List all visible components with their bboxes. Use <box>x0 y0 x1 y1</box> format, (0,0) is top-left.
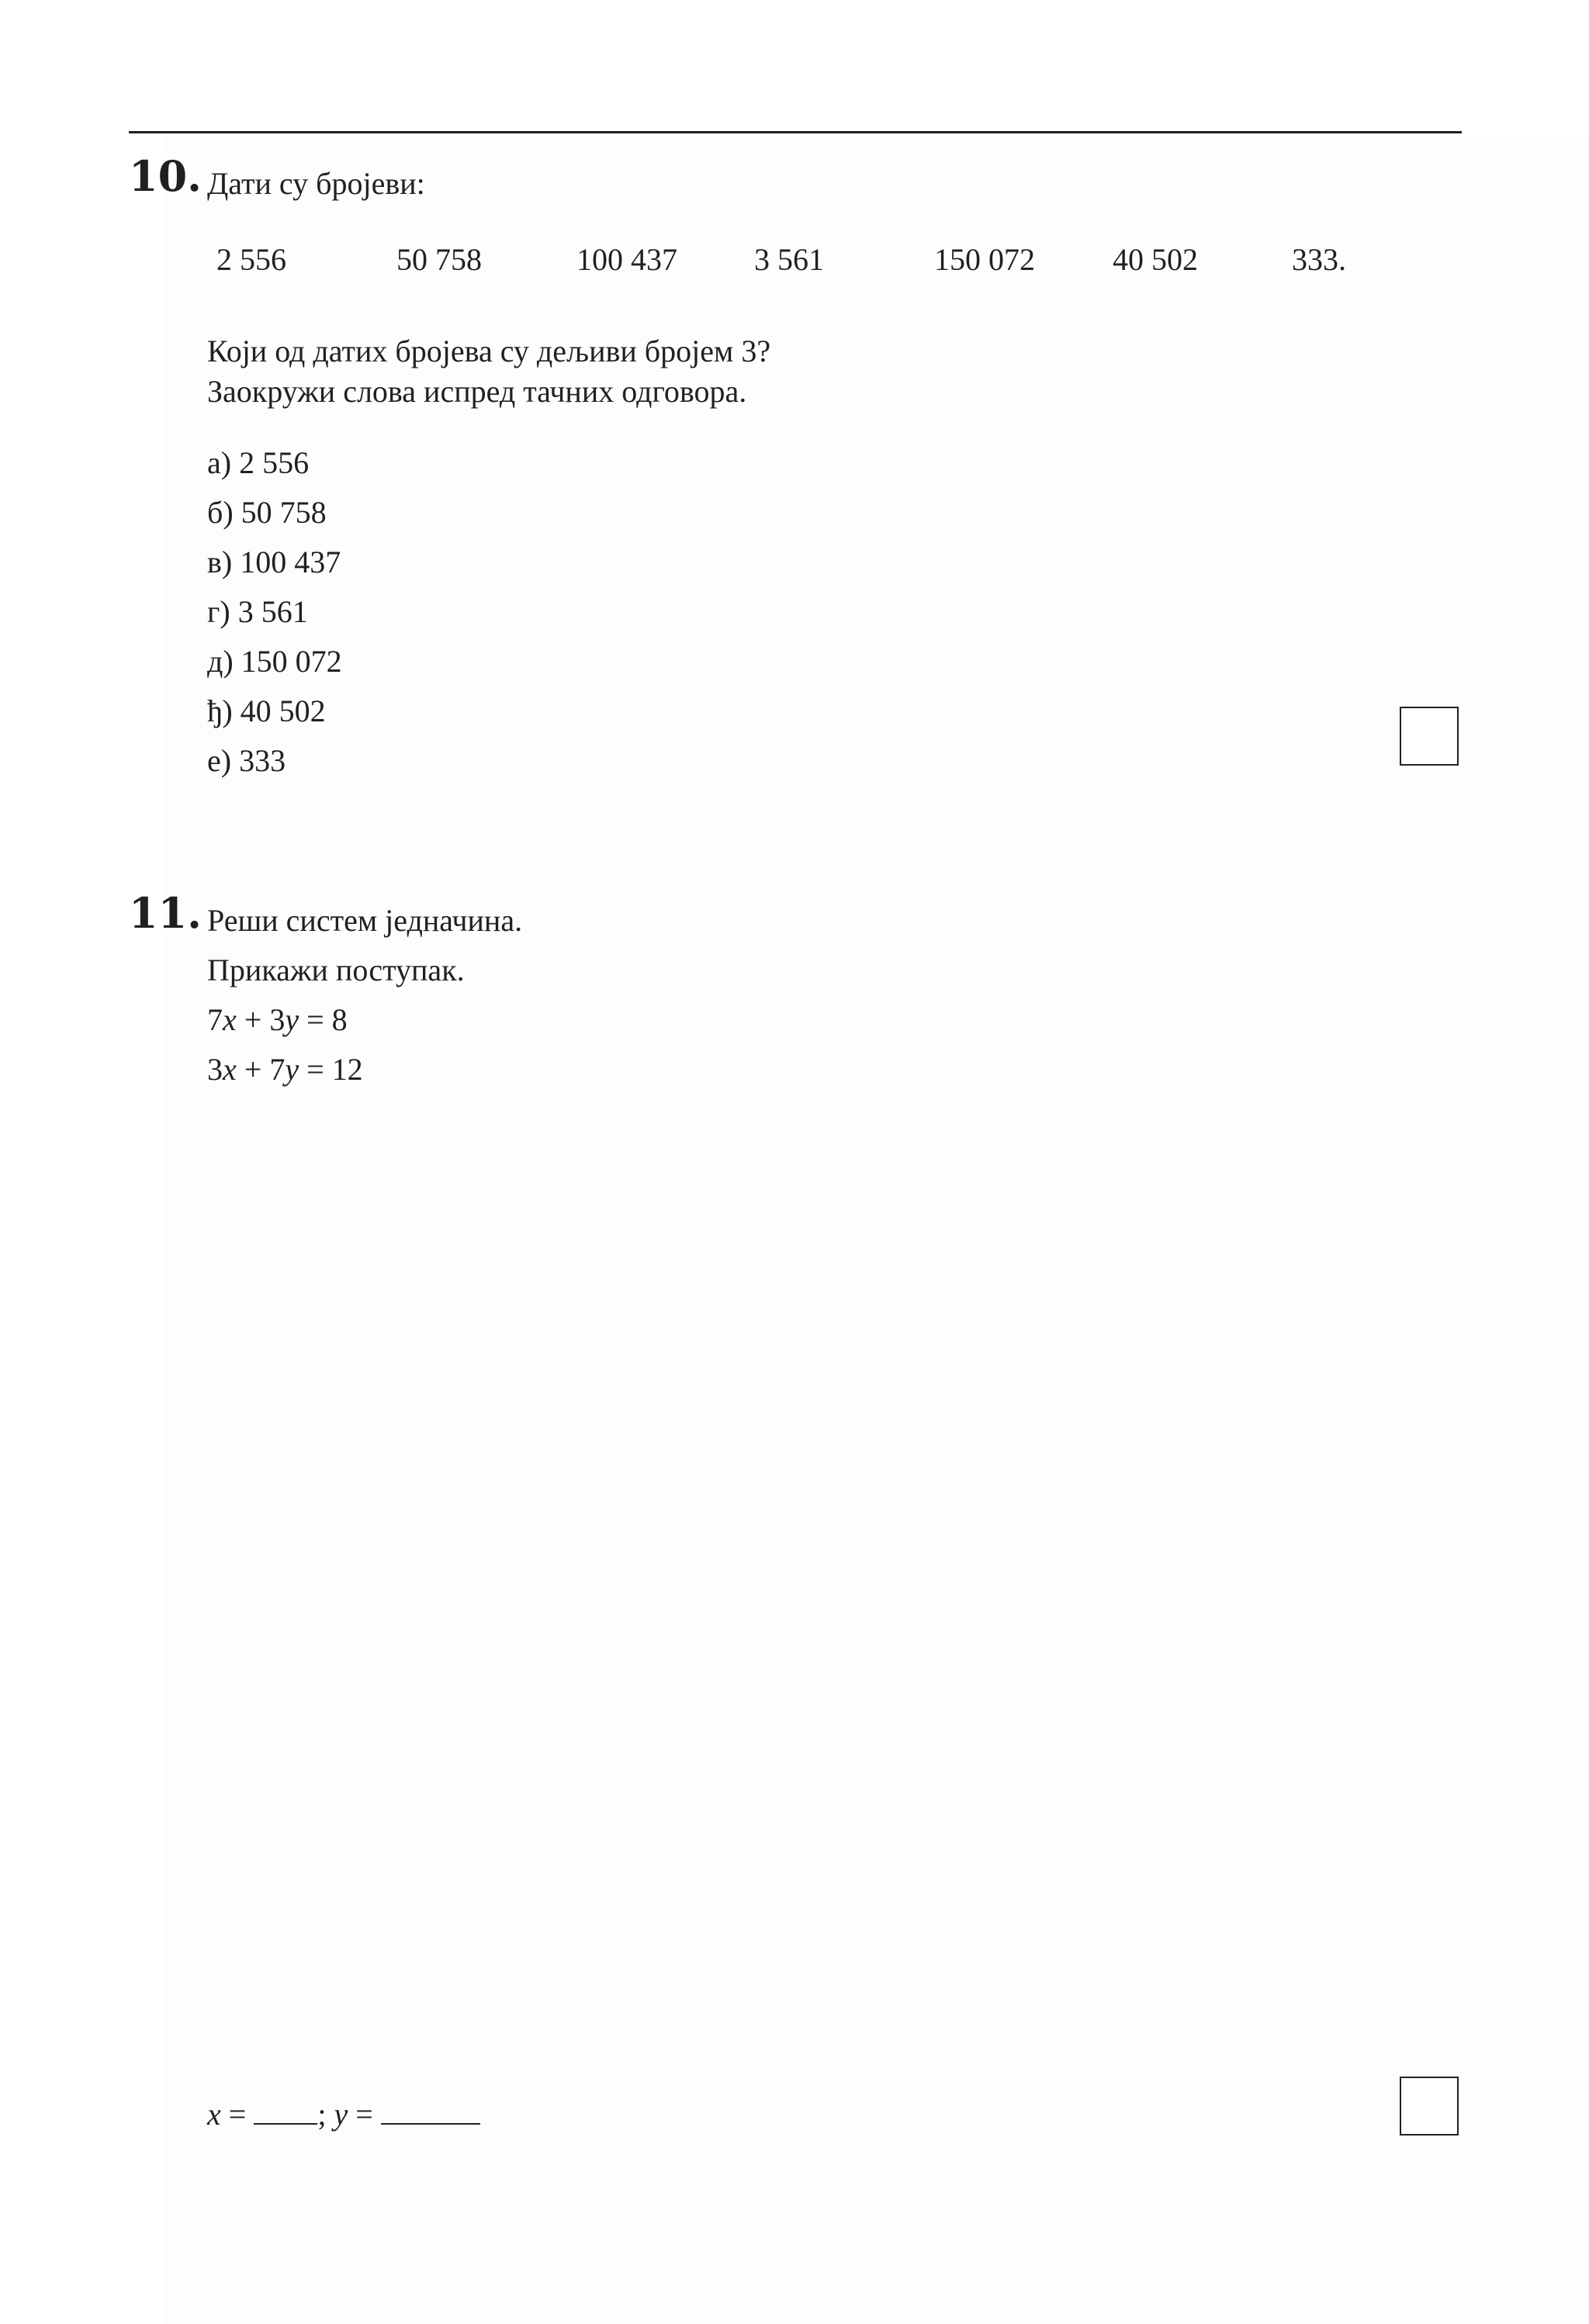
q11-score-box <box>1400 2077 1459 2136</box>
q10-number-6: 40 502 <box>1113 242 1198 277</box>
q10-number-4: 3 561 <box>754 242 824 277</box>
q10-number: 10. <box>129 151 202 201</box>
answer-x-blank[interactable] <box>254 2100 317 2125</box>
q10-question: Који од датих бројева су дељиви бројем 3? <box>207 334 771 368</box>
q10-option-d[interactable]: д) 150 072 <box>207 644 342 679</box>
answer-y-label: y <box>334 2097 348 2132</box>
q10-number-7: 333. <box>1292 242 1346 277</box>
q10-instruction: Заокружи слова испред тачних одговора. <box>207 374 747 409</box>
q10-option-g[interactable]: г) 3 561 <box>207 594 308 629</box>
answer-x-label: x <box>207 2097 221 2132</box>
q10-intro: Дати су бројеви: <box>207 166 425 201</box>
q10-number-3: 100 437 <box>576 242 677 277</box>
q11-equation-2: 3x + 7y = 12 <box>207 1052 363 1087</box>
q10-number-2: 50 758 <box>396 242 482 277</box>
answer-y-blank[interactable] <box>381 2100 480 2125</box>
q10-option-dj[interactable]: ђ) 40 502 <box>207 693 326 728</box>
q10-option-b[interactable]: б) 50 758 <box>207 495 327 530</box>
q11-prompt: Реши систем једначина. <box>207 903 523 938</box>
q11-equation-1: 7x + 3y = 8 <box>207 1002 348 1037</box>
q11-answer-line: x = ; y = <box>207 2099 480 2130</box>
q10-option-v[interactable]: в) 100 437 <box>207 545 341 579</box>
q10-score-box <box>1400 707 1459 766</box>
top-rule <box>129 131 1462 133</box>
q11-number: 11. <box>129 888 202 938</box>
q10-option-e[interactable]: е) 333 <box>207 743 286 778</box>
q10-number-1: 2 556 <box>216 242 286 277</box>
page-background <box>163 136 1589 2324</box>
q10-option-a[interactable]: а) 2 556 <box>207 445 310 480</box>
q11-instruction: Прикажи поступак. <box>207 953 465 987</box>
q10-number-5: 150 072 <box>934 242 1035 277</box>
